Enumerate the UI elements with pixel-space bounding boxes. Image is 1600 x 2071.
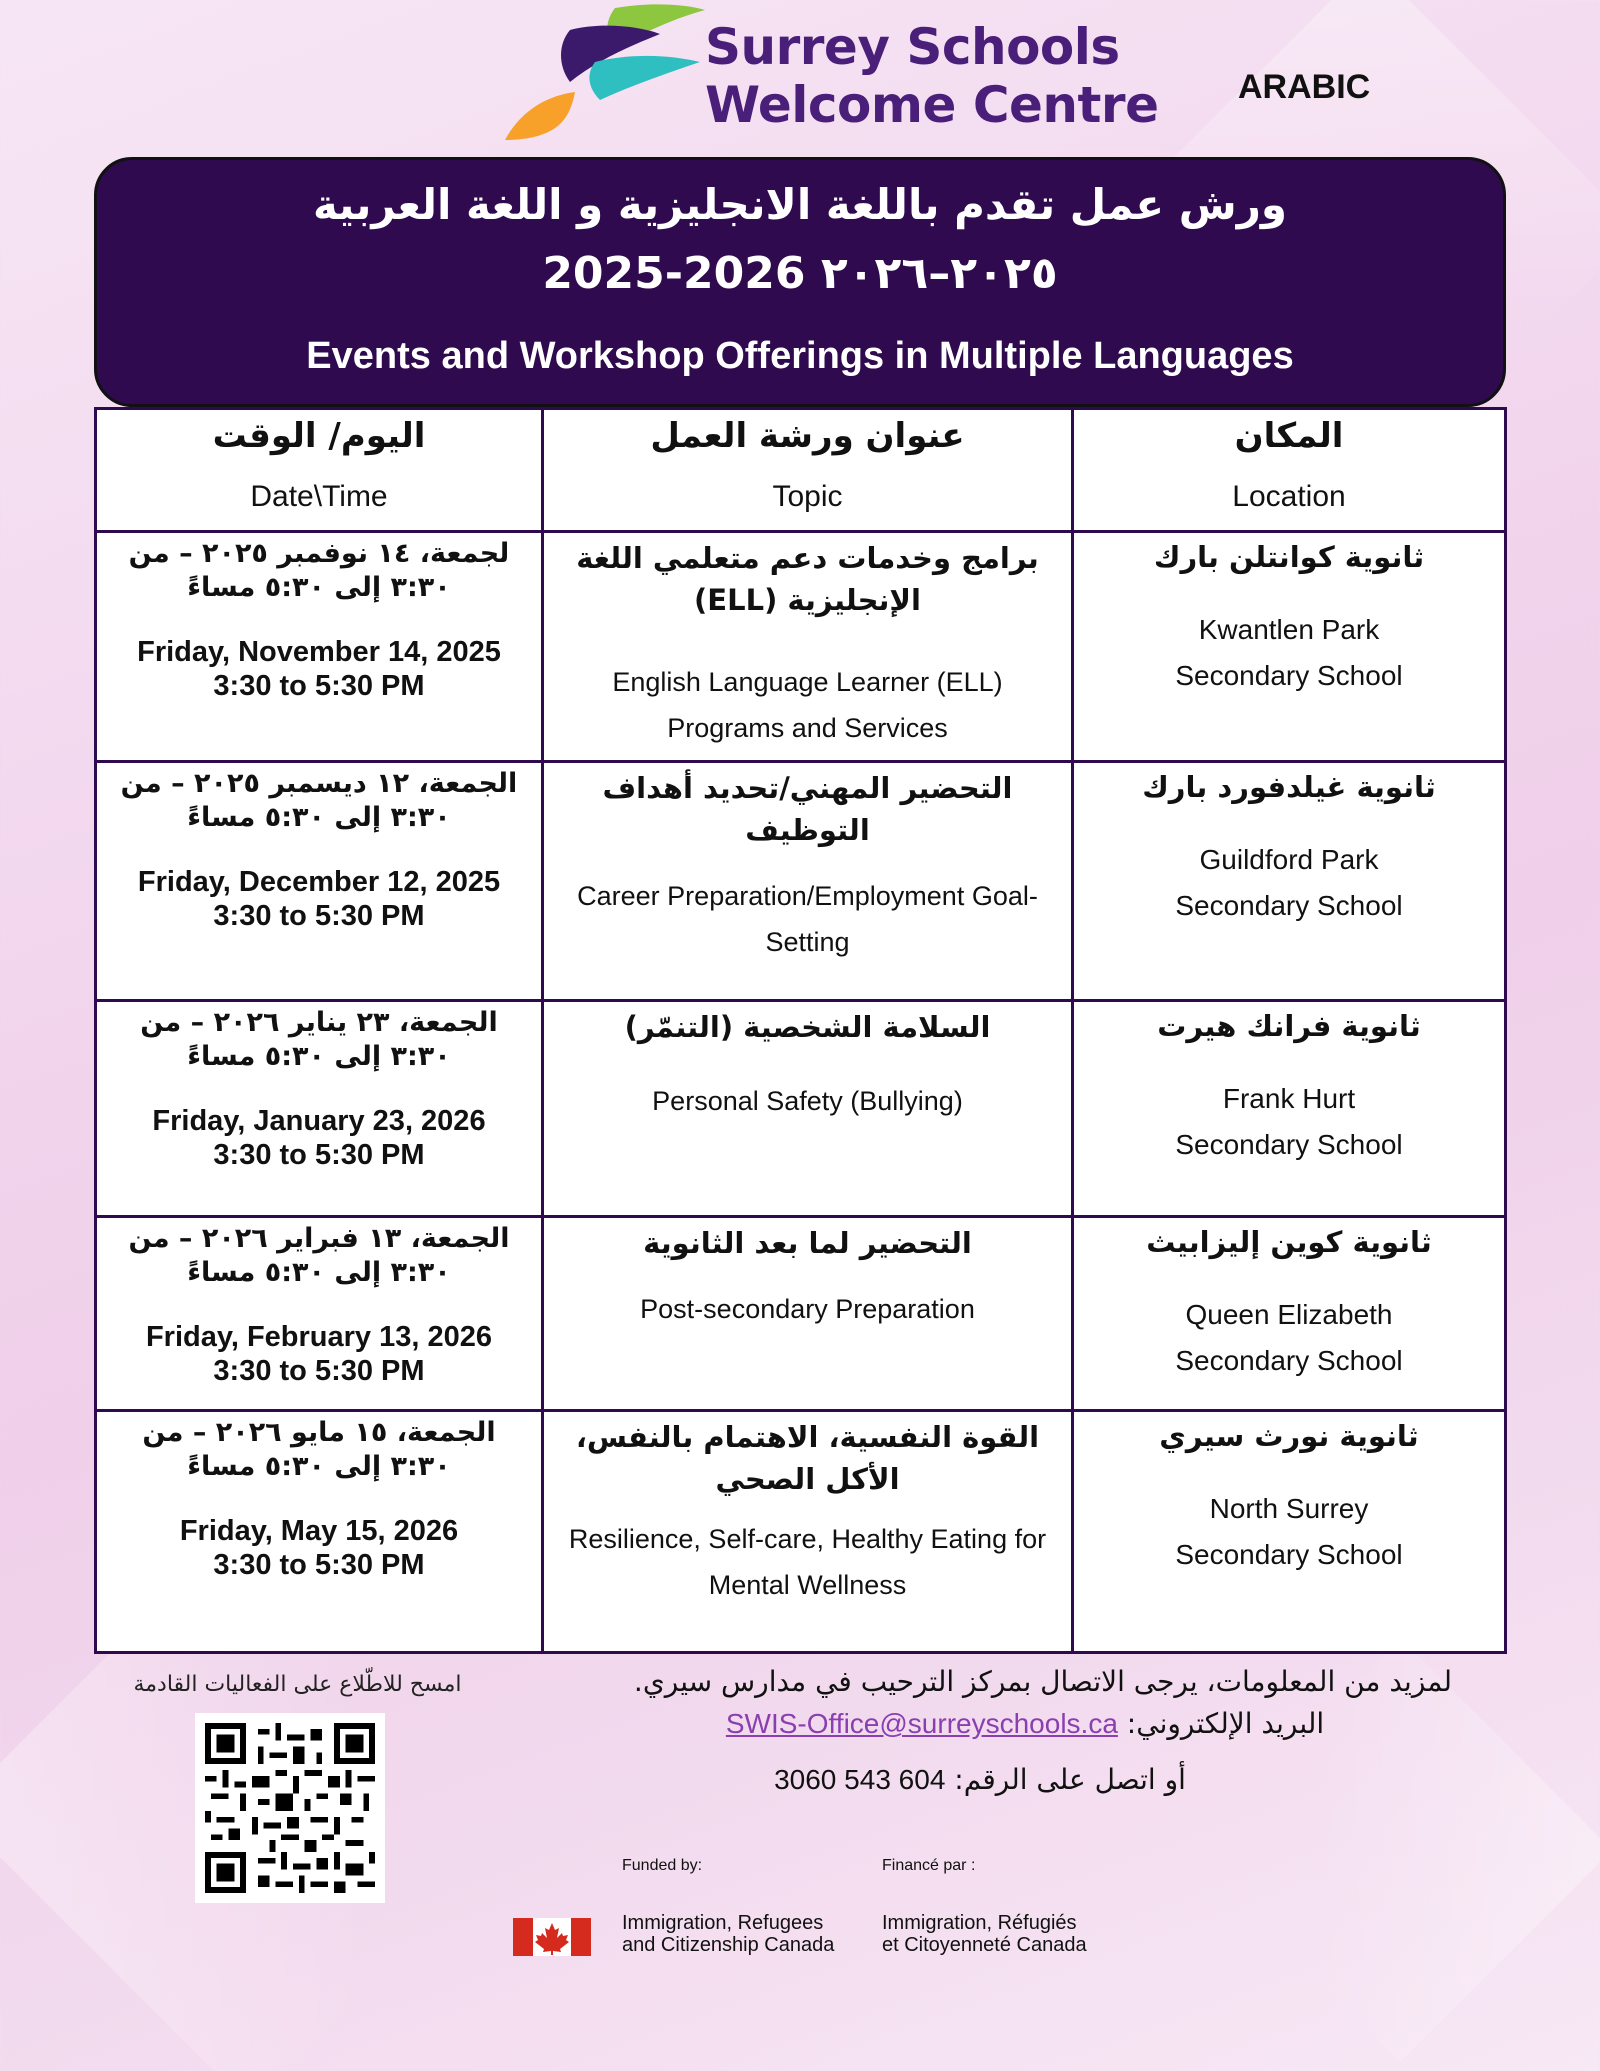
table-header-row [96, 409, 1506, 532]
location-english-line-1: Frank Hurt [1222, 1083, 1356, 1114]
time-english: 3:30 to 5:30 PM [213, 1355, 425, 1387]
topic-arabic: برامج وخدمات دعم متعلمي اللغة الإنجليزية (ELL) [576, 541, 1039, 617]
header-date-time [96, 409, 543, 532]
location-english-line-2: Secondary School [1175, 1345, 1403, 1376]
date-cell [96, 1001, 543, 1217]
topic-cell [543, 762, 1073, 1001]
email-line [540, 1702, 1460, 1746]
table-row [96, 1411, 1506, 1653]
header-topic [543, 409, 1073, 532]
time-english: 3:30 to 5:30 PM [213, 900, 425, 932]
location-cell [1073, 1411, 1506, 1653]
header-label-english: Date\Time [250, 480, 388, 513]
location-english-line-1: Guildford Park [1199, 844, 1379, 875]
ircc-english-line-2: and Citizenship Canada [622, 1934, 835, 1956]
location-arabic: ثانوية كوانتلن بارك [1153, 540, 1425, 574]
location-arabic: ثانوية غيلدفورد بارك [1142, 770, 1436, 804]
title-banner [94, 157, 1506, 407]
date-arabic: الجمعة، ١٥ مايو ٢٠٢٦ – من ٣:٣٠ إلى ٥:٣٠ مساءً [142, 1417, 496, 1482]
date-english: Friday, January 23, 2026 [152, 1105, 486, 1137]
date-cell [96, 1411, 543, 1653]
location-cell [1073, 1001, 1506, 1217]
topic-english: English Language Learner (ELL) Programs and Services [612, 667, 1003, 743]
ircc-english-name [622, 1912, 834, 1956]
topic-english: Career Preparation/Employment Goal-Setting [577, 881, 1038, 957]
topic-english: Post-secondary Preparation [640, 1294, 975, 1324]
topic-arabic: التحضير المهني/تحديد أهداف التوظيف [602, 771, 1013, 847]
brand-name [705, 18, 1159, 134]
welcome-centre-logo-icon [500, 0, 730, 145]
header-label-english: Location [1232, 480, 1346, 513]
contact-info [540, 1662, 1460, 1802]
table-row [96, 1001, 1506, 1217]
brand-line-1: Surrey Schools [705, 18, 1120, 76]
header-label-arabic: المكان [1234, 416, 1344, 456]
date-arabic: الجمعة، ٢٣ يناير ٢٠٢٦ – من ٣:٣٠ إلى ٥:٣٠ مساءً [140, 1007, 498, 1072]
time-english: 3:30 to 5:30 PM [213, 1139, 425, 1171]
banner-years: 2025-2026 ٢٠٢٥–٢٠٢٦ [542, 248, 1058, 299]
header-label-arabic: اليوم/ الوقت [212, 416, 426, 456]
location-english-line-1: Kwantlen Park [1198, 614, 1380, 645]
location-cell [1073, 762, 1506, 1001]
topic-arabic: التحضير لما بعد الثانوية [643, 1226, 972, 1260]
location-english-line-2: Secondary School [1175, 1129, 1403, 1160]
location-cell [1073, 532, 1506, 762]
date-english: Friday, December 12, 2025 [137, 866, 501, 898]
topic-arabic: القوة النفسية، الاهتمام بالنفس، الأكل الصحي [575, 1420, 1040, 1496]
table-row [96, 762, 1506, 1001]
topic-english: Resilience, Self-care, Healthy Eating for Mental Wellness [568, 1524, 1047, 1600]
phone-number: 604 543 3060 [774, 1764, 946, 1795]
banner-title-english: Events and Workshop Offerings in Multiple Languages [306, 335, 1294, 377]
date-arabic: الجمعة، ١٣ فبراير ٢٠٢٦ – من ٣:٣٠ إلى ٥:٣٠ مساءً [128, 1223, 510, 1288]
location-arabic: ثانوية نورث سيري [1159, 1419, 1419, 1453]
time-english: 3:30 to 5:30 PM [213, 1549, 425, 1581]
location-english-line-2: Secondary School [1175, 660, 1403, 691]
date-english: Friday, November 14, 2025 [137, 636, 501, 668]
date-english: Friday, May 15, 2026 [179, 1515, 459, 1547]
schedule-table [94, 407, 1507, 1654]
table-row [96, 1217, 1506, 1411]
canada-flag-icon [513, 1918, 591, 1956]
contact-info-line: لمزيد من المعلومات، يرجى الاتصال بمركز الترحيب في مدارس سيري. [633, 1665, 1452, 1698]
header-label-arabic: عنوان ورشة العمل [650, 416, 965, 456]
ircc-english-line-1: Immigration, Refugees [622, 1912, 824, 1934]
location-english-line-2: Secondary School [1175, 890, 1403, 921]
date-cell [96, 762, 543, 1001]
email-label: البريد الإلكتروني: [1126, 1707, 1325, 1740]
time-english: 3:30 to 5:30 PM [213, 670, 425, 702]
phone-label: أو اتصل على الرقم: [954, 1763, 1186, 1796]
ircc-french-line-1: Immigration, Réfugiés [882, 1912, 1077, 1934]
email-link[interactable]: SWIS-Office@surreyschools.ca [725, 1708, 1118, 1739]
topic-english: Personal Safety (Bullying) [652, 1086, 963, 1116]
location-english-line-1: Queen Elizabeth [1185, 1299, 1393, 1330]
scan-caption: امسح للاطّلاع على الفعاليات القادمة [133, 1672, 462, 1697]
ircc-french-line-2: et Citoyenneté Canada [882, 1934, 1087, 1956]
date-arabic: الجمعة، ١٢ ديسمبر ٢٠٢٥ – من ٣:٣٠ إلى ٥:٣٠ مساءً [120, 768, 518, 833]
phone-line [540, 1758, 1460, 1802]
date-cell [96, 1217, 543, 1411]
topic-cell [543, 1001, 1073, 1217]
brand-line-2: Welcome Centre [705, 76, 1159, 134]
topic-cell [543, 1217, 1073, 1411]
date-arabic: لجمعة، ١٤ نوفمبر ٢٠٢٥ – من ٣:٣٠ إلى ٥:٣٠ مساءً [128, 538, 510, 603]
date-english: Friday, February 13, 2026 [145, 1321, 493, 1353]
header-label-english: Topic [772, 480, 843, 513]
table-row [96, 532, 1506, 762]
topic-arabic: السلامة الشخصية (التنمّر) [624, 1010, 991, 1044]
ircc-french-name [882, 1912, 1087, 1956]
location-english-line-2: Secondary School [1175, 1539, 1403, 1570]
banner-title-arabic: ورش عمل تقدم باللغة الانجليزية و اللغة العربية [313, 180, 1287, 229]
location-english-line-1: North Surrey [1209, 1493, 1369, 1524]
header-location [1073, 409, 1506, 532]
location-cell [1073, 1217, 1506, 1411]
location-arabic: ثانوية فرانك هيرت [1157, 1009, 1421, 1043]
topic-cell [543, 1411, 1073, 1653]
topic-cell [543, 532, 1073, 762]
finance-par-label: Financé par : [882, 1857, 976, 1874]
date-cell [96, 532, 543, 762]
language-tag: ARABIC [1238, 68, 1371, 106]
qr-code-icon[interactable] [195, 1713, 385, 1903]
funded-by-label: Funded by: [622, 1857, 703, 1874]
location-arabic: ثانوية كوين إليزابيث [1146, 1225, 1432, 1259]
